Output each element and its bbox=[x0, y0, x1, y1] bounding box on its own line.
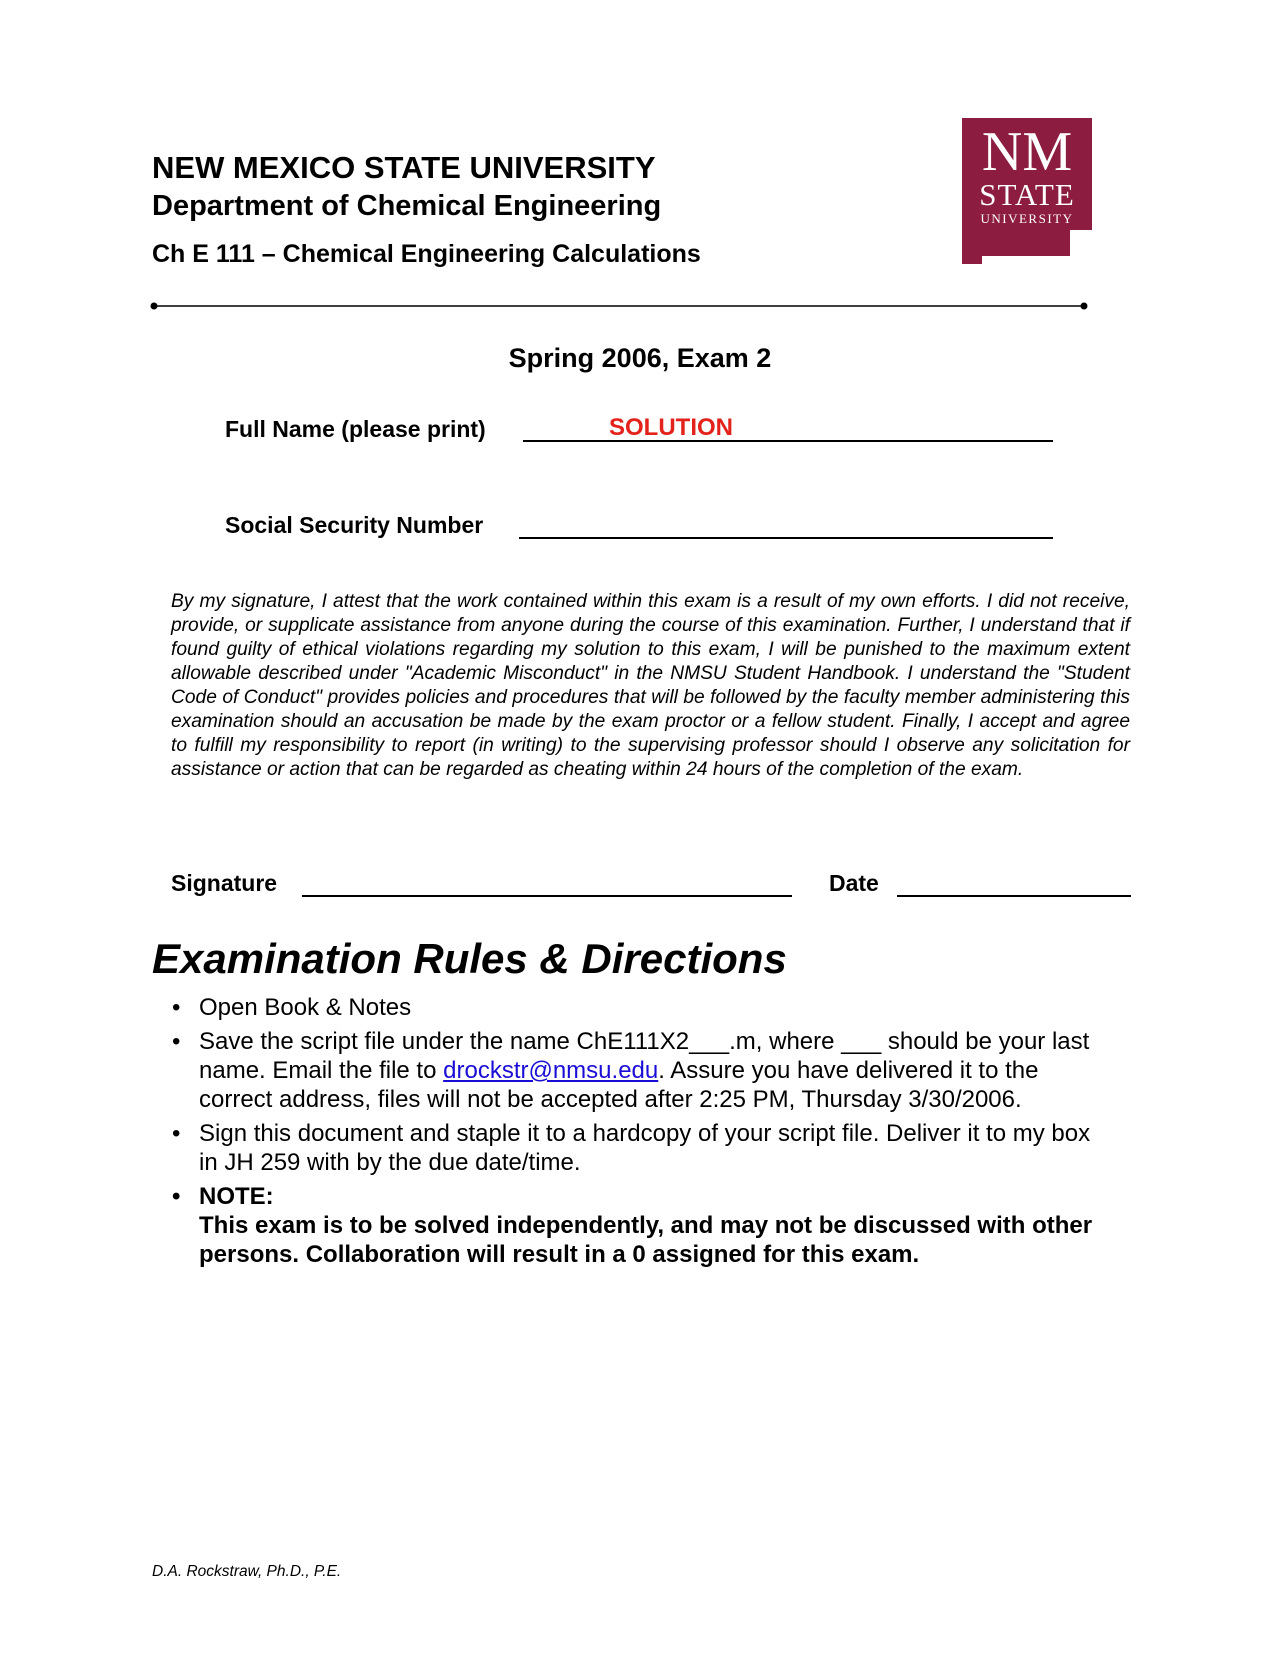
bullet-icon: • bbox=[172, 1120, 181, 1147]
list-item bbox=[172, 1027, 1112, 1114]
full-name-line[interactable] bbox=[523, 440, 1053, 442]
course-name: Ch E 111 – Chemical Engineering Calculations bbox=[152, 240, 701, 268]
list-item bbox=[172, 993, 1112, 1022]
list-item bbox=[172, 1119, 1112, 1177]
email-link[interactable]: drockstr@nmsu.edu bbox=[443, 1057, 659, 1084]
university-name: NEW MEXICO STATE UNIVERSITY bbox=[152, 150, 656, 185]
list-item bbox=[172, 1182, 1112, 1269]
header-divider bbox=[150, 300, 1088, 312]
attestation-text: By my signature, I attest that the work contained within this exam is a result of my own efforts. I did not receive, provide, or supplicate assistance from anyone during the course of this examination. Further, I understand that if found guilty of ethical violations regarding my solution to this exam, I will be punished to the maximum extent allowable described under "Academic Misconduct" in the NMSU Student Handbook. I understand the "Student Code of Conduct" provides policies and procedures that will be followed by the faculty member administering this examination should an accusation be made by the exam proctor or a fellow student. Finally, I accept and agree to fulfill my responsibility to report (in writing) to the supervising professor should I observe any solicitation for assistance or action that can be regarded as cheating within 24 hours of the completion of the exam. bbox=[171, 591, 1130, 780]
signature-line[interactable] bbox=[302, 895, 792, 897]
date-line[interactable] bbox=[897, 895, 1131, 897]
rule-sign-document: Sign this document and staple it to a hardcopy of your script file. Deliver it to my box in JH 259 with by the due date/time. bbox=[199, 1120, 1091, 1176]
ssn-label: Social Security Number bbox=[225, 512, 484, 538]
nmsu-logo bbox=[962, 118, 1092, 264]
note-text: This exam is to be solved independently, and may not be discussed with other persons. Collaboration will result in a 0 assigned for this exam. bbox=[199, 1212, 1093, 1268]
bullet-icon: • bbox=[172, 1183, 181, 1210]
full-name-value: SOLUTION bbox=[609, 414, 733, 441]
footer-author: D.A. Rockstraw, Ph.D., P.E. bbox=[152, 1563, 342, 1580]
rules-heading: Examination Rules & Directions bbox=[152, 935, 787, 982]
signature-label: Signature bbox=[171, 870, 278, 896]
full-name-label: Full Name (please print) bbox=[225, 416, 486, 442]
department-name: Department of Chemical Engineering bbox=[152, 190, 662, 222]
bullet-icon: • bbox=[172, 1028, 181, 1055]
rule-save-script-part1: Save the script file under the name ChE111X2___.m, where ___ should be your last name. Email the file to bbox=[199, 1028, 1090, 1084]
note-label: NOTE: bbox=[199, 1183, 274, 1210]
logo-line2: STATE bbox=[979, 177, 1075, 212]
rule-open-book: Open Book & Notes bbox=[199, 994, 412, 1021]
ssn-line[interactable] bbox=[519, 537, 1053, 539]
logo-line1: NM bbox=[981, 121, 1073, 183]
rules-list bbox=[172, 993, 1112, 1274]
exam-title: Spring 2006, Exam 2 bbox=[508, 343, 772, 373]
bullet-icon: • bbox=[172, 994, 181, 1021]
date-label: Date bbox=[829, 870, 879, 896]
rule-save-script-part2: . Assure you have delivered it to the correct address, files will not be accepted after 2:25 PM, Thursday 3/30/2006. bbox=[199, 1057, 1039, 1113]
logo-line3: UNIVERSITY bbox=[980, 211, 1074, 226]
